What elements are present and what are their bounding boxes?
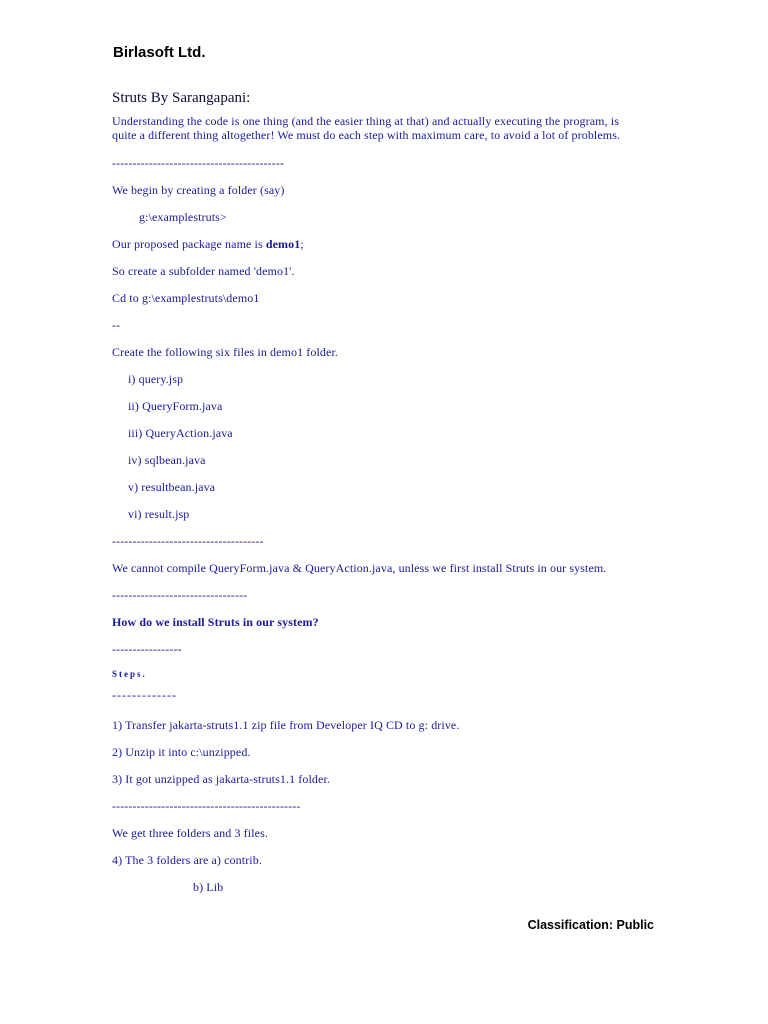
divider: ----------------- — [112, 642, 182, 656]
file-item: vi) result.jsp — [128, 507, 190, 521]
folder-b: b) Lib — [193, 880, 224, 894]
begin-text: We begin by creating a folder (say) — [112, 183, 285, 197]
classification-footer: Classification: Public — [527, 918, 654, 932]
document-title: Struts By Sarangapani: — [112, 90, 251, 106]
folder-path: g:\examplestruts> — [139, 210, 227, 224]
file-item: iii) QueryAction.java — [128, 426, 233, 440]
company-header: Birlasoft Ltd. — [113, 44, 206, 61]
three-folders-text: We get three folders and 3 files. — [112, 826, 268, 840]
intro-line-1: Understanding the code is one thing (and the easier thing at that) and actually executing the program, is — [112, 114, 620, 128]
package-prefix: Our proposed package name is — [112, 237, 266, 251]
divider: ------------------------------------------ — [112, 156, 285, 170]
step-item: 2) Unzip it into c:\unzipped. — [112, 745, 251, 759]
step-item: 3) It got unzipped as jakarta-struts1.1 folder. — [112, 772, 330, 786]
divider: -- — [112, 318, 121, 332]
file-item: ii) QueryForm.java — [128, 399, 223, 413]
divider: --------------------------------- — [112, 588, 248, 602]
subfolder-text: So create a subfolder named 'demo1'. — [112, 264, 295, 278]
package-name: demo1 — [265, 237, 301, 251]
file-item: v) resultbean.java — [128, 480, 216, 494]
install-heading: How do we install Struts in our system? — [112, 615, 319, 629]
file-item: iv) sqlbean.java — [128, 453, 206, 467]
package-line — [112, 237, 304, 252]
package-suffix: ; — [300, 237, 304, 251]
step-item: 1) Transfer jakarta-struts1.1 zip file from Developer IQ CD to g: drive. — [112, 718, 460, 732]
steps-label: Steps. — [112, 669, 147, 679]
create-files-text: Create the following six files in demo1 folder. — [112, 345, 338, 359]
folders-line: 4) The 3 folders are a) contrib. — [112, 853, 262, 867]
intro-line-2: quite a different thing altogether! We must do each step with maximum care, to avoid a lot of problems. — [112, 128, 621, 142]
divider: ---------------------------------------------- — [112, 799, 301, 813]
divider: ------------------------------------- — [112, 534, 264, 548]
divider: ------------- — [112, 688, 177, 702]
compile-note: We cannot compile QueryForm.java & QueryAction.java, unless we first install Struts in our system. — [112, 561, 607, 575]
file-item: i) query.jsp — [128, 372, 184, 386]
cd-text: Cd to g:\examplestruts\demo1 — [112, 291, 260, 305]
